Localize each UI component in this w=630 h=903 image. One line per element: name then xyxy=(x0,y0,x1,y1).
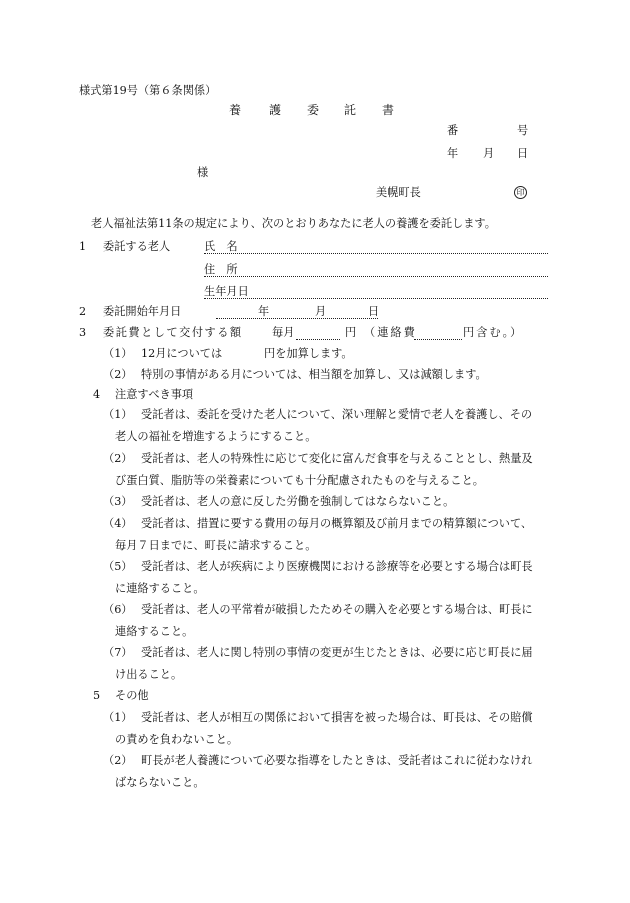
s4-item3-line1: 受託者は、老人の意に反した労働を強制してはならないこと。 xyxy=(141,495,455,508)
seal-mark: 印 xyxy=(514,186,527,199)
s4-item4-line2: 毎月７日までに、町長に請求すること。 xyxy=(115,539,317,552)
s4-item6-line1: 受託者は、老人の平常着が破損したためその購入を必要とする場合は、町長に xyxy=(141,603,533,616)
s4-item1-line2: 老人の福祉を増進するようにすること。 xyxy=(115,430,317,443)
number-suffix: 号 xyxy=(517,124,529,137)
title-char-5: 書 xyxy=(382,103,395,117)
title-char-2: 護 xyxy=(269,103,282,117)
section2-label: 委託開始年月日 xyxy=(103,305,182,318)
contact-fee-close: 円含む。） xyxy=(463,326,524,339)
title-char-3: 委 xyxy=(307,103,320,117)
birthdate-field-label: 生年月日 xyxy=(204,285,249,298)
s4-item4-number: （4） xyxy=(103,517,133,530)
address-field-line xyxy=(204,276,548,277)
yen-label: 円 xyxy=(345,326,357,339)
s5-item1-line1: 受託者は、老人が相互の関係において損害を被った場合は、町長は、その賠償 xyxy=(141,711,533,724)
section1-label: 委託する老人 xyxy=(103,240,171,253)
s5-item1-line2: の責めを負わないこと。 xyxy=(115,733,239,746)
s5-item2-line1: 町長が老人養護について必要な指導をしたときは、受託者はこれに従わなけれ xyxy=(141,754,533,767)
s4-item2-number: （2） xyxy=(103,452,133,465)
section5-label: その他 xyxy=(115,689,149,702)
title-char-1: 養 xyxy=(229,103,242,117)
section4-label: 注意すべき事項 xyxy=(115,388,194,401)
s4-item4-line1: 受託者は、措置に要する費用の毎月の概算額及び前月までの精算額について、 xyxy=(141,517,533,530)
number-label: 番 xyxy=(447,124,459,137)
start-year-label: 年 xyxy=(258,305,270,318)
start-month-label: 月 xyxy=(315,305,327,318)
s4-item7-number: （7） xyxy=(103,646,133,659)
s5-item2-number: （2） xyxy=(103,754,133,767)
start-day-label: 日 xyxy=(368,305,380,318)
s4-item5-line2: に連絡すること。 xyxy=(115,582,205,595)
issuer: 美幌町長 xyxy=(376,186,421,199)
s4-item5-line1: 受託者は、老人が疾病により医療機関における診療等を必要とする場合は町長 xyxy=(141,560,533,573)
monthly-label: 毎月 xyxy=(272,326,295,339)
contact-fee-amount-line xyxy=(414,339,462,340)
date-day-label: 日 xyxy=(517,147,529,160)
addressee-suffix: 様 xyxy=(197,166,209,179)
intro-text: 老人福祉法第11条の規定により、次のとおりあなたに老人の養護を委託します。 xyxy=(91,217,496,230)
title-char-4: 託 xyxy=(344,103,357,117)
s3-item1-text-a: 12月については xyxy=(141,347,223,360)
section4-number: 4 xyxy=(93,388,101,401)
s4-item2-line1: 受託者は、老人の特殊性に応じて変化に富んだ食事を与えることとし、熱量及 xyxy=(141,452,533,465)
name-field-label: 氏 名 xyxy=(204,240,238,253)
s4-item2-line2: び蛋白質、脂肪等の栄養素についても十分配慮されたものを与えること。 xyxy=(115,474,484,487)
s4-item1-number: （1） xyxy=(103,408,133,421)
section1-number: 1 xyxy=(79,240,87,253)
section3-number: 3 xyxy=(79,326,87,339)
section2-number: 2 xyxy=(79,305,87,318)
s4-item7-line2: け出ること。 xyxy=(115,668,183,681)
contact-fee-open: （連絡費 xyxy=(364,326,417,339)
s5-item1-number: （1） xyxy=(103,711,133,724)
address-field-label: 住 所 xyxy=(204,263,238,276)
birthdate-field-line xyxy=(204,298,548,299)
monthly-amount-line xyxy=(296,339,340,340)
s4-item6-number: （6） xyxy=(103,603,133,616)
date-month-label: 月 xyxy=(483,147,495,160)
s3-item1-text-b: 円を加算します。 xyxy=(264,347,353,360)
s3-item1-number: （1） xyxy=(103,347,133,360)
s4-item6-line2: 連絡すること。 xyxy=(115,625,194,638)
s5-item2-line2: ばならないこと。 xyxy=(115,776,205,789)
form-number: 様式第19号（第６条関係） xyxy=(79,84,217,97)
s4-item5-number: （5） xyxy=(103,560,133,573)
name-field-line xyxy=(204,253,548,254)
s4-item3-number: （3） xyxy=(103,495,133,508)
s3-item2-text: 特別の事情がある月については、相当額を加算し、又は減額します。 xyxy=(141,368,487,381)
date-year-label: 年 xyxy=(447,147,459,160)
s4-item1-line1: 受託者は、委託を受けた老人について、深い理解と愛情で老人を養護し、その xyxy=(141,408,533,421)
start-date-line xyxy=(216,318,378,319)
section3-label: 委託費として交付する額 xyxy=(103,326,243,339)
section5-number: 5 xyxy=(93,689,101,702)
s4-item7-line1: 受託者は、老人に関し特別の事情の変更が生じたときは、必要に応じ町長に届 xyxy=(141,646,533,659)
s3-item2-number: （2） xyxy=(103,368,133,381)
